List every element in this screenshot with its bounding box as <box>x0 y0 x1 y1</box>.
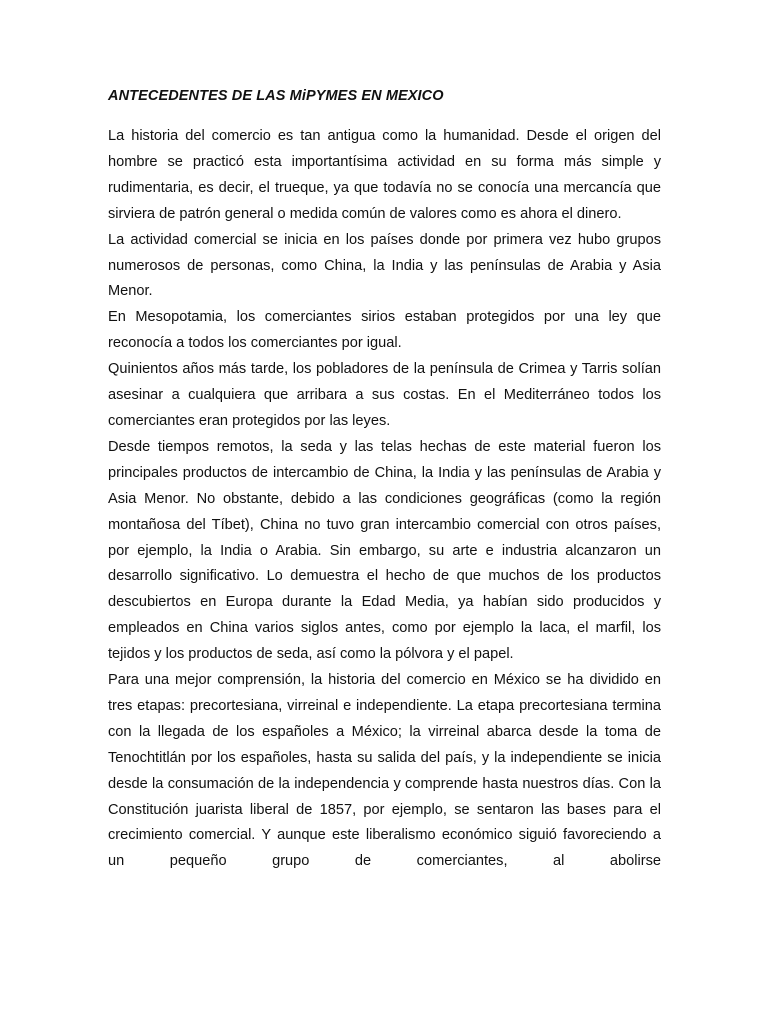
document-title: ANTECEDENTES DE LAS MiPYMES EN MEXICO <box>108 88 444 104</box>
paragraph-mesopotamia: En Mesopotamia, los comerciantes sirios estaban protegidos por una ley que reconocía a todos los comerciantes por igual. <box>108 309 661 352</box>
paragraph-silk-trade: Desde tiempos remotos, la seda y las telas hechas de este material fueron los principales productos de intercambio de China, la India y las penínsulas de Arabia y Asia Menor. No obstante, debido a las condiciones geográficas (como la región montañosa del Tíbet), China no tuvo gran intercambio comercial con otros países, por ejemplo, la India o Arabia. Sin embargo, su arte e industria alcanzaron un desarrollo significativo. Lo demuestra el hecho de que muchos de los productos descubiertos en Europa durante la Edad Media, ya habían sido producidos y empleados en China varios siglos antes, como por ejemplo la laca, el marfil, los tejidos y los productos de seda, así como la pólvora y el papel. <box>108 438 661 663</box>
document-page <box>108 86 661 875</box>
paragraph-mexico-history: Para una mejor comprensión, la historia del comercio en México se ha dividido en tres etapas: precortesiana, virreinal e independiente. La etapa precortesiana termina con la llegada de los españoles a México; la virreinal abarca desde la toma de Tenochtitlán por los españoles, hasta su salida del país, y la independiente se inicia desde la consumación de la independencia y comprende hasta nuestros días. Con la Constitución juarista liberal de 1857, por ejemplo, se sentaron las bases para el crecimiento comercial. Y aunque este liberalismo económico siguió favoreciendo a un pequeño grupo de comerciantes, al abolirse <box>108 672 661 870</box>
paragraph-origin-of-commerce: La historia del comercio es tan antigua como la humanidad. Desde el origen del hombre se practicó esta importantísima actividad en su forma más simple y rudimentaria, es decir, el trueque, ya que todavía no se conocía una mercancía que sirviera de patrón general o medida común de valores como es ahora el dinero. <box>108 128 661 222</box>
paragraph-crimea: Quinientos años más tarde, los pobladores de la península de Crimea y Tarris solían asesinar a cualquiera que arribara a sus costas. En el Mediterráneo todos los comerciantes eran protegidos por las leyes. <box>108 361 661 429</box>
paragraph-commercial-activity: La actividad comercial se inicia en los países donde por primera vez hubo grupos numerosos de personas, como China, la India y las penínsulas de Arabia y Asia Menor. <box>108 231 661 300</box>
